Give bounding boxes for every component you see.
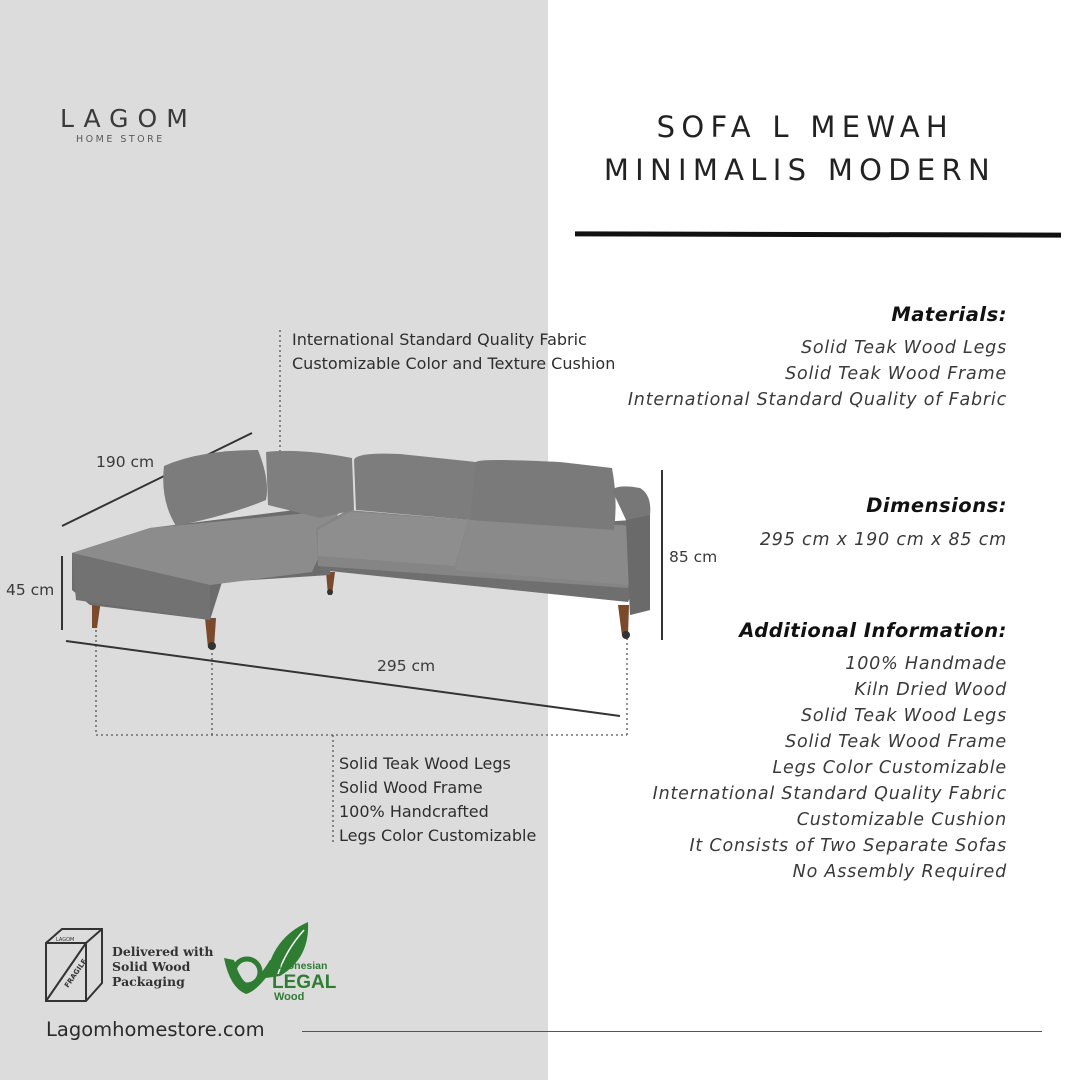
legal-logo-line1: Indonesian (272, 960, 328, 972)
product-title-line2: MINIMALIS MODERN (603, 153, 996, 187)
width-label: 295 cm (377, 657, 436, 675)
list-item: No Assembly Required (792, 862, 1007, 882)
height-label: 85 cm (669, 548, 718, 566)
list-item: Kiln Dried Wood (854, 680, 1007, 700)
legs-note-line: 100% Handcrafted (339, 802, 489, 821)
packaging-line: Solid Wood (112, 959, 191, 974)
legs-note (339, 752, 536, 848)
list-item: It Consists of Two Separate Sofas (689, 836, 1007, 856)
box-fragile-label: FRAGILE (63, 957, 89, 990)
fabric-note (292, 328, 615, 376)
list-item: Legs Color Customizable (772, 758, 1007, 778)
list-item: International Standard Quality Fabric (652, 784, 1007, 804)
seat-height-label: 45 cm (6, 581, 55, 599)
footer-divider (302, 1031, 1042, 1032)
materials-list (628, 335, 1007, 413)
additional-heading: Additional Information: (739, 619, 1007, 642)
list-item: Customizable Cushion (796, 810, 1007, 830)
list-item: Solid Teak Wood Legs (800, 706, 1007, 726)
additional-list (653, 651, 1007, 885)
legs-note-line: Solid Wood Frame (339, 778, 483, 797)
list-item: Solid Teak Wood Legs (800, 338, 1007, 358)
packaging-badge-text (112, 944, 214, 989)
fabric-note-line: International Standard Quality Fabric (292, 330, 587, 349)
dimensions-heading: Dimensions: (866, 494, 1007, 517)
list-item: Solid Teak Wood Frame (785, 364, 1007, 384)
brand-logo-name[interactable]: LAGOM (60, 104, 197, 133)
product-title-line1: SOFA L MEWAH (656, 110, 954, 144)
legs-note-line: Solid Teak Wood Legs (339, 754, 511, 773)
materials-heading: Materials: (891, 303, 1007, 326)
depth-label: 190 cm (96, 453, 155, 471)
brand-logo-subtitle: HOME STORE (76, 134, 165, 145)
legs-note-line: Legs Color Customizable (339, 826, 537, 845)
fabric-note-line: Customizable Color and Texture Cushion (292, 354, 616, 373)
packaging-line: Packaging (112, 974, 185, 989)
dimensions-value: 295 cm x 190 cm x 85 cm (759, 530, 1007, 550)
footer-website-link[interactable]: Lagomhomestore.com (46, 1018, 265, 1041)
list-item: Solid Teak Wood Frame (785, 732, 1007, 752)
list-item: 100% Handmade (845, 654, 1007, 674)
packaging-box-icon (42, 925, 108, 1007)
indonesian-legal-wood-logo (220, 918, 350, 1004)
legal-logo-line2: LEGAL (272, 972, 337, 993)
legal-logo-line3: Wood (274, 991, 305, 1003)
box-brand-label: LAGOM (56, 937, 75, 943)
packaging-line: Delivered with (112, 944, 214, 959)
list-item: International Standard Quality of Fabric (627, 390, 1007, 410)
